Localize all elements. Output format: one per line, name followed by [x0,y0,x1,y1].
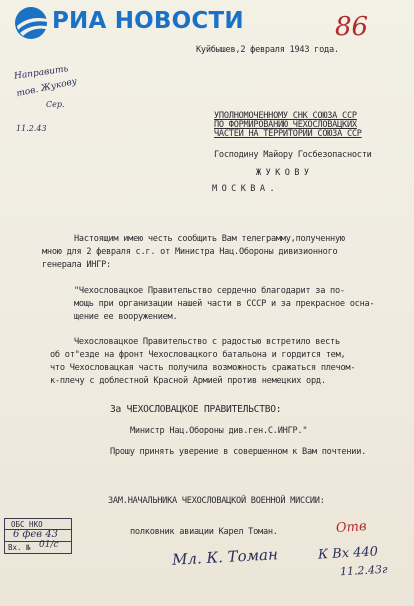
body-line-5: мощь при организации нашей части в СССР и за прекрасное осна- [74,299,375,309]
body-line-10: к-плечу с доблестной Красной Армией против немецких орд. [50,376,326,386]
deputy: ЗАМ.НАЧАЛЬНИКА ЧЕХОСЛОВАЦКОЙ ВОЕННОЙ МИССИИ: [108,496,325,506]
body-line-2: мною для 2 февраля с.г. от Министра Нац.Обороны дивизионного [42,247,338,257]
closing: Прошу принять уверение в совершенном к Вам почтении. [110,447,367,457]
addressee-line-2: ПО ФОРМИРОВАНИЮ ЧЕХОСЛОВАЦКИХ [214,120,357,130]
minister: Министр Нац.Обороны див.ген.С.ИНГР." [130,426,308,436]
stamp-title: ОБС НКО [11,520,43,529]
mark: Отв [335,518,368,537]
body-line-1: Настоящим имею честь сообщить Вам телеграмму,полученную [74,234,345,244]
left-note-line-3: Сер. [46,100,65,109]
body-line-3: генерала ИНГР: [42,260,111,270]
body-line-6: щение ее вооружением. [74,312,178,322]
registration-number: К Вх 440 [317,544,379,563]
place-date: Куйбышев,2 февраля 1943 года. [196,45,339,55]
stamp-date: 6 фев 43 [13,529,59,540]
left-note-line-1: Направить [13,64,70,82]
addressee-name: ЖУКОВУ [256,168,314,178]
signature: Мл. К. Томан [171,545,279,569]
addressee-title: Господину Майору Госбезопасности [214,150,372,160]
sheet-number: 86 [335,12,369,42]
signer: полковник авиации Карел Томан. [130,527,278,537]
body-line-9: что Чехословацкая часть получила возможность сражаться плечом- [50,363,356,373]
for-government: За ЧЕХОСЛОВАЦКОЕ ПРАВИТЕЛЬСТВО: [110,404,282,415]
body-line-8: об от"езде на фронт Чехословацкого батальона и гордится тем, [50,350,346,360]
body-line-7: Чехословацкое Правительство с радостью встретило весть [74,337,340,347]
left-note-date: 11.2.43 [16,124,47,133]
body-line-4: "Чехословацкое Правительство сердечно благодарит за по- [74,286,345,296]
logo-text: РИА НОВОСТИ [52,8,244,34]
ria-logo-icon [14,6,54,40]
registration-date: 11.2.43г [339,562,388,579]
addressee-line-3: ЧАСТЕЙ НА ТЕРРИТОРИИ СОЮЗА ССР [214,129,362,139]
stamp [4,518,72,554]
stamp-in-label: Вх. № [8,543,31,552]
city: МОСКВА. [212,184,280,194]
stamp-in-number: 01/с [39,540,59,550]
left-note-line-2: тов. Жукову [15,76,78,100]
addressee-line-1: УПОЛНОМОЧЕННОМУ СНК СОЮЗА ССР [214,111,357,121]
